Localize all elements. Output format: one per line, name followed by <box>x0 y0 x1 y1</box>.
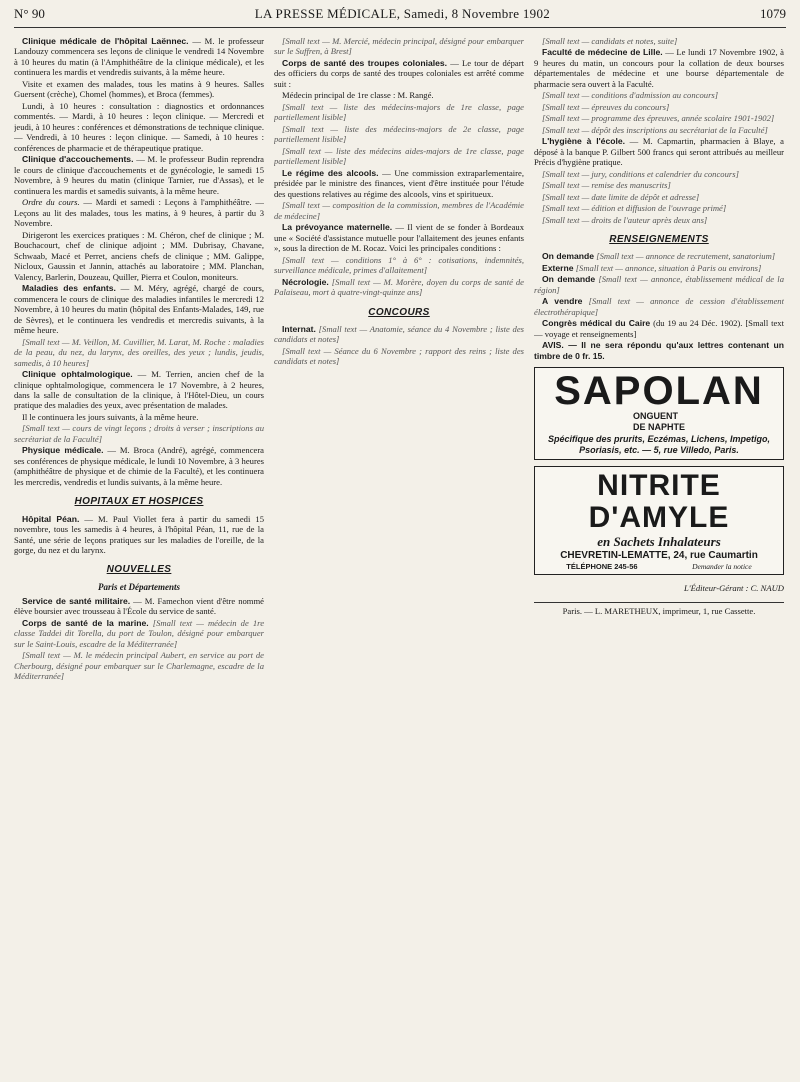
article-physique: Physique médicale. — M. Broca (André), agrégé, commencera ses conférences de physique médicale, le lundi 10 Novembre, à 3 heures (amphithéâtre de physique et de chimie de la Faculté), et les continuera les mercredis, vendredis et lundis suivants, à la même heure. <box>14 445 264 487</box>
article-hygiene-ecole: L'hygiène à l'école. — M. Capmartin, pharmacien à Blaye, a déposé à la banque P. Gilbert 500 francs qui seront attribués au meilleur Précis d'hygiène pratique. <box>534 136 784 168</box>
article-accouchements: Clinique d'accouchements. — M. le professeur Budin reprendra le cours de clinique d'accouchements et de gynécologie, le samedi 15 Novembre, à 9 heures du matin (clinique Tarnier, rue d'Assas), et le continuera les mardis et samedis suivants, à la même heure. <box>14 154 264 196</box>
paragraph: [Small text — jury, conditions et calendrier du concours] <box>542 168 739 179</box>
editor-credit: L'Éditeur-Gérant : C. NAUD <box>683 583 784 594</box>
section-title-renseignements: RENSEIGNEMENTS <box>609 234 709 246</box>
article-ophtalmo: Clinique ophtalmologique. — M. Terrien, ancien chef de la clinique ophtalmologique, commencera le 17 Novembre, à 2 heures, dans la salle de consultation de la clinique, à l'Hôtel-Dieu, un cours pratique des maladies des yeux, avec présentation de malades. <box>14 369 264 411</box>
article-alcools: Le régime des alcools. — Une commission extraparlementaire, présidée par le ministre des finances, vient d'être instituée pour l'étude des questions relatives au régime des alcools, vins et spiritueux. <box>274 167 524 199</box>
paragraph: [Small text — programme des épreuves, année scolaire 1901-1902] <box>542 113 775 124</box>
paragraph: Ordre du cours. — Mardi et samedi : Leçons à l'amphithéâtre. — Leçons au lit des malades, tous les matins, à 9 heures, à partir du 3 Novembre. <box>14 197 264 229</box>
paragraph: [Small text — Séance du 6 Novembre ; rapport des reins ; liste des candidats et notes] <box>274 345 524 367</box>
article-laennec: Clinique médicale de l'hôpital Laënnec. — M. le professeur Landouzy commencera ses leçons de clinique le vendredi 14 Novembre à 10 heures du matin (à l'Amphithéâtre de la clinique médicale), et les continuera les mardis et vendredis suivants, à la même heure. <box>14 36 264 78</box>
paragraph: [Small text — liste des médecins aides-majors de 1re classe, page partiellement lisible] <box>274 145 524 167</box>
article-faculte-lille: Faculté de médecine de Lille. — Le lundi 17 Novembre 1902, à 9 heures du matin, un concours pour la collation de deux bourses départementales de médecine et une bourse départementale de pharmacie sera ouvert à la Faculté. <box>534 47 784 89</box>
paragraph: [Small text — conditions 1° à 6° : cotisations, indemnités, surveillance médicale, primes d'allaitement] <box>274 254 524 276</box>
advertisement-nitrite <box>534 466 784 575</box>
section-title-concours: CONCOURS <box>368 306 430 318</box>
ad-subtitle: ONGUENT DE NAPHTE <box>632 411 685 433</box>
ad-address: CHEVRETIN-LEMATTE, 24, rue Caumartin <box>560 550 758 562</box>
paragraph: [Small text — épreuves du concours] <box>542 101 670 112</box>
paragraph: [Small text — liste des médecins-majors de 2e classe, page partiellement lisible] <box>274 123 524 145</box>
paragraph: [Small text — conditions d'admission au concours] <box>542 90 719 101</box>
column-middle <box>274 36 524 1076</box>
ad-subtitle: en Sachets Inhalateurs <box>597 534 721 550</box>
article-troupes-coloniales: Corps de santé des troupes coloniales. — Le tour de départ des officiers du corps de santé des troupes coloniales est arrêté comme suit : <box>274 57 524 89</box>
subsection-title: Paris et Départements <box>98 581 180 592</box>
article-internat: Internat. [Small text — Anatomie, séance du 4 Novembre ; liste des candidats et notes] <box>274 323 524 345</box>
ad-description: Spécifique des prurits, Eczémas, Lichens, Impetigo, Psoriasis, etc. — 5, rue Villedo, Paris. <box>547 434 771 456</box>
column-right <box>534 36 784 1076</box>
section-title-hopitaux: HOPITAUX ET HOSPICES <box>74 496 204 508</box>
classified-ad: On demande [Small text — annonce, établissement médical de la région] <box>534 274 784 295</box>
ad-brand: SAPOLAN <box>554 369 764 414</box>
classified-ad: Externe [Small text — annonce, situation à Paris ou environs] <box>542 262 762 273</box>
paragraph: [Small text — remise des manuscrits] <box>542 180 671 191</box>
masthead <box>14 6 786 28</box>
paragraph: [Small text — édition et diffusion de l'ouvrage primé] <box>542 203 727 214</box>
paragraph: Lundi, à 10 heures : consultation : diagnostics et ordonnances commentés. — Mardi, à 10 heures : leçon clinique. — Mercredi et jeudi, à 10 heures : conférences et démonstrations de technique clinique. — Vendredi, à 10 heures : leçon clinique. — Samedi, à 10 heures : conférences de pharmacie et de thérapeutique pratique. <box>14 100 264 153</box>
paragraph: Médecin principal de 1re classe : M. Rangé. <box>282 90 434 101</box>
advertisement-sapolan <box>534 367 784 460</box>
article-prevoyance: La prévoyance maternelle. — Il vient de se fonder à Bordeaux une « Société d'assistance mutuelle pour l'allaitement des jeunes enfants », sous la direction de M. Rocaz. Voici les principales conditions : <box>274 222 524 254</box>
ad-brand: NITRITE D'AMYLE <box>588 469 730 535</box>
paragraph: [Small text — M. Mercié, médecin principal, désigné pour embarquer sur le Suffren, à Brest] <box>274 36 524 57</box>
column-left <box>14 36 264 1076</box>
paragraph: Il le continuera les jours suivants, à la même heure. <box>22 411 199 422</box>
article-marine: Corps de santé de la marine. [Small text — médecin de 1re classe Taddei dit Torella, du port de Toulon, désigné pour embarquer sur le Saint-Louis, escadre de la Méditerranée] <box>14 617 264 649</box>
classified-ad: On demande [Small text — annonce de recrutement, sanatorium] <box>542 251 776 262</box>
paragraph: [Small text — M. Veillon, M. Cuvillier, M. Larat, M. Roche : maladies de la peau, du nez, du larynx, des oreilles, des yeux ; lundis, jeudis, samedis, à 10 heures] <box>14 336 264 368</box>
printer-imprint: Paris. — L. MARETHEUX, imprimeur, 1, rue Cassette. <box>534 602 784 616</box>
paragraph: [Small text — dépôt des inscriptions au secrétariat de la Faculté] <box>542 124 768 135</box>
section-title-nouvelles: NOUVELLES <box>106 564 172 576</box>
paragraph: [Small text — date limite de dépôt et adresse] <box>542 191 700 202</box>
article-sante-militaire: Service de santé militaire. — M. Famechon vient d'être nommé élève boursier avec trousseau à l'École du service de santé. <box>14 595 264 617</box>
classified-ad: Congrès médical du Caire (du 19 au 24 Déc. 1902). [Small text — voyage et renseignements] <box>534 318 784 339</box>
paragraph: [Small text — M. le médecin principal Aubert, en service au port de Cherbourg, désigné pour embarquer sur le Charlemagne, escadre de la Méditerranée] <box>14 650 264 682</box>
paragraph: Dirigeront les exercices pratiques : M. Chéron, chef de clinique ; M. Bouchacourt, chef de clinique adjoint ; MM. Dubrisay, Chavane, Schwaab, Macé et Perret, anciens chefs de clinique ; MM. Galippe, Nicloux, Gaussin et Jannin, attachés au laboratoire ; MM. Planchan, Valency, Barlerin, Douzeau, Quiller, Pierra et Coulon, moniteurs. <box>14 229 264 282</box>
avis-notice: AVIS. — Il ne sera répondu qu'aux lettres contenant un timbre de 0 fr. 15. <box>534 340 784 361</box>
article-necrologie: Nécrologie. [Small text — M. Morère, doyen du corps de santé de Palaiseau, mort à quatre-vingt-quinze ans] <box>274 276 524 298</box>
issue-number: N° 90 <box>14 6 45 21</box>
paragraph: [Small text — cours de vingt leçons ; droits à verser ; inscriptions au secrétariat de la Faculté] <box>14 423 264 444</box>
classified-ad: A vendre [Small text — annonce de cession d'établissement électrothérapique] <box>534 296 784 317</box>
paragraph: [Small text — liste des médecins-majors de 1re classe, page partiellement lisible] <box>274 101 524 123</box>
article-enfants: Maladies des enfants. — M. Méry, agrégé, chargé de cours, commencera le cours de clinique des maladies infantiles le mercredi 12 Novembre, à 10 heures du matin (hôpital des Enfants-Malades, 149, rue de Sèvres), et le continuera les vendredis et mercredis suivants, à la même heure. <box>14 283 264 336</box>
page-number: 1079 <box>760 6 786 21</box>
paragraph: [Small text — droits de l'auteur après deux ans] <box>542 214 708 225</box>
article-pean: Hôpital Péan. — M. Paul Viollet fera à partir du samedi 15 novembre, tous les samedis à 4 heures, à l'hôpital Péan, 11, rue de la Santé, une série de leçons pratiques sur les maladies de l'oreille, de la gorge, du nez et du larynx. <box>14 513 264 555</box>
paragraph: [Small text — composition de la commission, membres de l'Académie de médecine] <box>274 200 524 221</box>
ad-contact: TÉLÉPHONE 245-56 Demander la notice <box>566 562 752 572</box>
paragraph: [Small text — candidats et notes, suite] <box>542 36 678 46</box>
publication-title: LA PRESSE MÉDICALE, Samedi, 8 Novembre 1902 <box>254 6 551 21</box>
paragraph: Visite et examen des malades, tous les matins à 9 heures. Salles Guersent (crèche), Chomel (hommes), et Broca (femmes). <box>14 78 264 100</box>
